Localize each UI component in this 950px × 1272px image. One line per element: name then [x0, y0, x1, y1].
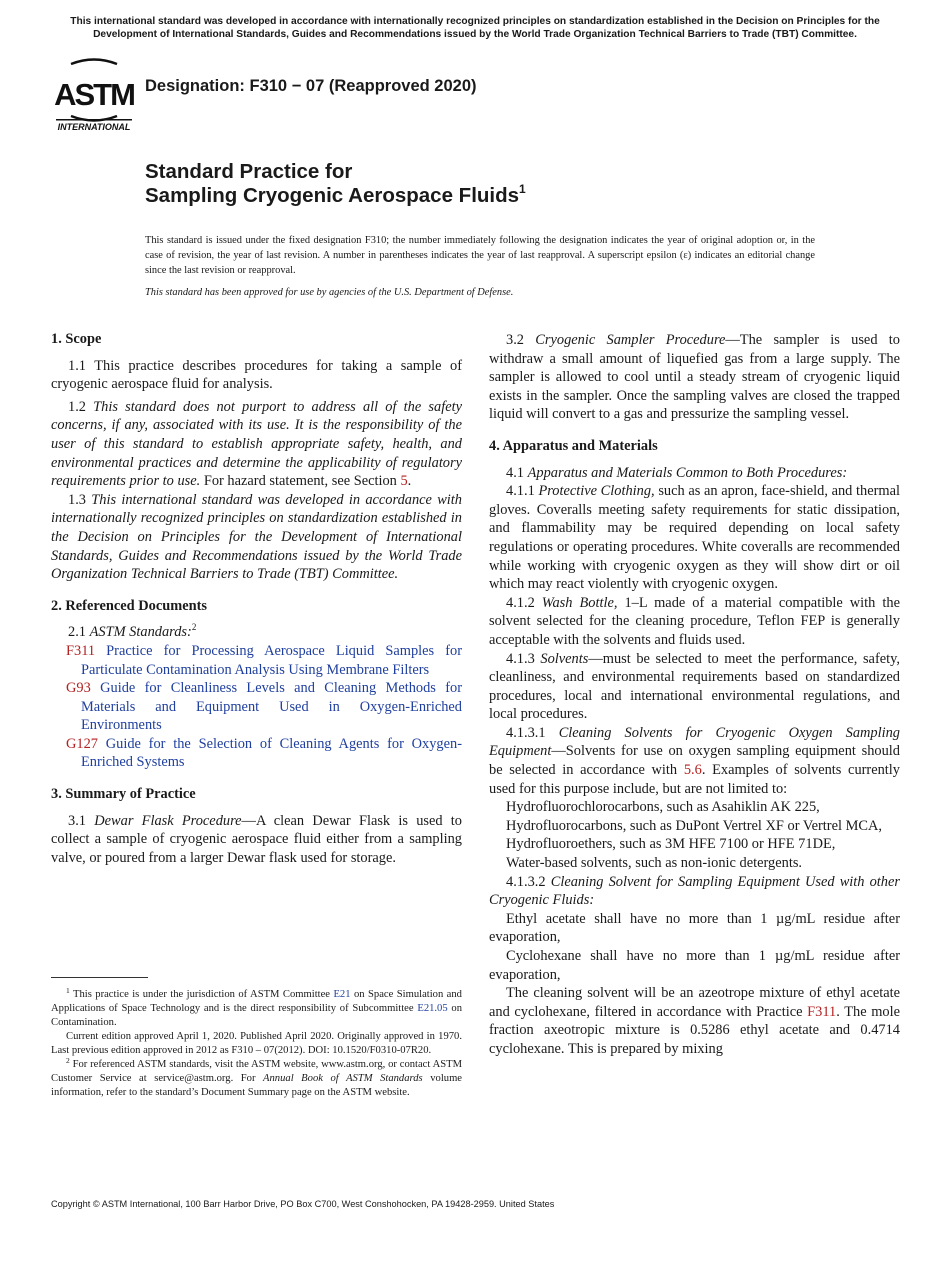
designation: Designation: F310 − 07 (Reapproved 2020): [145, 77, 477, 95]
svg-text:ASTM: ASTM: [54, 77, 134, 112]
footnote-2: $^2$ For referenced ASTM standards, visit the ASTM website, www.astm.org, or contact ASTM Customer Service at service@astm.org. For Annual Book of ASTM Standards volume information, refer to the standard’s Document Summary page on the ASTM website.: [51, 1056, 463, 1098]
ref-g93[interactable]: G93 Guide for Cleanliness Levels and Cleaning Methods for Materials and Equipment Used in Oxygen-Enriched Environments: [66, 680, 462, 734]
apparatus-4-1-3-1: 4.1.3.1 Cleaning Solvents for Cryogenic Oxygen Sampling Equipment—Solvents for use on oxygen sampling equipment should be selected in accordance with 5.6. Examples of solvents currently used for this purpose include, but are not limited to:: [489, 724, 900, 797]
section-5-6-link[interactable]: 5.6: [683, 762, 702, 779]
copyright: Copyright © ASTM International, 100 Barr Harbor Drive, PO Box C700, West Conshohocken, PA 19428-2959. United States: [51, 1199, 555, 1209]
right-column: [489, 331, 900, 1059]
solvent-item: Hydrofluorocarbons, such as DuPont Vertrel XF or Vertrel MCA,: [506, 817, 882, 834]
scope-heading: 1. Scope: [51, 331, 102, 347]
issue-note: This standard is issued under the fixed designation F310; the number immediately following the designation indicates the year of original adoption or, in the case of revision, the year of last revision. A number in parentheses indicates the year of last reapproval. A superscript epsilon (ε) indicates an editorial change since the last revision or reapproval.: [145, 235, 815, 276]
title-line-2: Sampling Cryogenic Aerospace Fluids$^1$: [145, 182, 526, 207]
scope-1-2: 1.2 This standard does not purport to address all of the safety concerns, if any, associated with its use. It is the responsibility of the user of this standard to establish appropriate safety, health, and environmental practices and determine the applicability of regulatory requirements prior to use. For hazard statement, see Section 5.: [51, 398, 462, 490]
footnote-1-edition: Current edition approved April 1, 2020. Published April 2020. Originally approved in 1970. Last previous edition approved in 2012 as F310 – 07(2012). DOI: 10.1520/F0310-07R20.: [51, 1031, 462, 1056]
footnotes: [51, 988, 462, 1100]
apparatus-4-1-1: 4.1.1 Protective Clothing, such as an apron, face-shield, and thermal gloves. Coveralls meeting safety requirements for static dissipation, and flammability may be required depending on local safety regulations or operating procedures. White coveralls are recommended while working with cryogenic oxygen as they will show dirt or oil which may react violently with cryogenic oxygen.: [489, 483, 900, 593]
apparatus-heading: 4. Apparatus and Materials: [489, 437, 658, 454]
dod-note: This standard has been approved for use by agencies of the U.S. Department of Defense.: [145, 287, 514, 298]
e21-05-link[interactable]: E21.05: [417, 1003, 448, 1014]
f311-link[interactable]: F311: [807, 1003, 837, 1020]
title-line-1: Standard Practice for: [145, 160, 353, 183]
ref-g127[interactable]: G127 Guide for the Selection of Cleaning Agents for Oxygen-Enriched Systems: [66, 735, 462, 771]
solvent-item: Water-based solvents, such as non-ionic detergents.: [506, 855, 803, 872]
astm-logo: [53, 58, 135, 132]
e21-link[interactable]: E21: [333, 989, 351, 1000]
astm-standards-label: 2.1 ASTM Standards:$^2$: [68, 622, 197, 641]
solvent-item: Hydrofluorochlorocarbons, such as Asahiklin AK 225,: [506, 799, 820, 816]
summary-3-1: 3.1 Dewar Flask Procedure—A clean Dewar Flask is used to collect a sample of cryogenic aerospace fluid either from a sampling valve, or poured from a larger Dewar flask used for storage.: [51, 812, 463, 866]
section-5-link[interactable]: 5: [400, 473, 408, 490]
top-notice: This international standard was developed in accordance with internationally recognized principles on standardization established in the Decision on Principles for the Development of International Standards, Guides and Recommendations issued by the World Trade Organization Technical Barriers to Trade (TBT) Committee.: [70, 16, 880, 40]
footnote-rule: [51, 977, 148, 978]
scope-1-1: 1.1 This practice describes procedures for taking a sample of cryogenic aerospace fluid for analysis.: [51, 357, 462, 393]
svg-text:INTERNATIONAL: INTERNATIONAL: [57, 122, 131, 132]
residue-item: Cyclohexane shall have no more than 1 µg/mL residue after evaporation,: [489, 948, 900, 983]
azeotrope-paragraph: The cleaning solvent will be an azeotrope mixture of ethyl acetate and cyclohexane, filtered in accordance with Practice F311. The mole fraction axeotropic mixture is 0.5286 ethyl acetate and 0.4714 cyclohexane. This is prepared by mixing: [489, 985, 901, 1057]
title-footnote-mark[interactable]: 1: [519, 182, 526, 196]
referenced-heading: 2. Referenced Documents: [51, 597, 207, 614]
footnote-1: $^1$ This practice is under the jurisdiction of ASTM Committee E21 on Space Simulation and Applications of Space Technology and is the direct responsibility of Subcommittee E21.05 on Contamination.: [51, 986, 463, 1028]
ref-f311[interactable]: F311 Practice for Processing Aerospace Liquid Samples for Particulate Contamination Analysis Using Membrane Filters: [66, 642, 462, 678]
summary-heading: 3. Summary of Practice: [51, 786, 196, 803]
page-title: [145, 160, 526, 208]
solvent-item: Hydrofluoroethers, such as 3M HFE 7100 or HFE 71DE,: [506, 836, 836, 853]
left-column: [51, 330, 462, 867]
apparatus-4-1: 4.1 Apparatus and Materials Common to Both Procedures:: [506, 464, 848, 481]
scope-1-3: 1.3 This international standard was developed in accordance with internationally recognized principles on standardization established in the Decision on Principles for the Development of International Standards, Guides and Recommendations issued by the World Trade Organization Technical Barriers to Trade (TBT) Committee.: [51, 491, 462, 583]
summary-3-2: 3.2 Cryogenic Sampler Procedure—The sampler is used to withdraw a small amount of liquefied gas from a large supply. The sampler is allowed to cool until a steady stream of cryogenic liquid exists in the sampler. Once the sampling valves are closed the trapped liquid will convert to a gas and pressurize the sampling vessel.: [489, 332, 900, 423]
residue-item: Ethyl acetate shall have no more than 1 µg/mL residue after evaporation,: [489, 910, 900, 946]
apparatus-4-1-3: 4.1.3 Solvents—must be selected to meet the performance, safety, cleanliness, and environmental requirements based on standardized procedures, local and international environmental regulations, and local procedures.: [489, 650, 900, 723]
apparatus-4-1-2: 4.1.2 Wash Bottle, 1–L made of a material compatible with the solvent selected for the cleaning procedure, Teflon FEP is generally acceptable with the solvents and fluids used.: [489, 594, 900, 648]
apparatus-4-1-3-2: 4.1.3.2 Cleaning Solvent for Sampling Equipment Used with other Cryogenic Fluids:: [489, 873, 900, 909]
